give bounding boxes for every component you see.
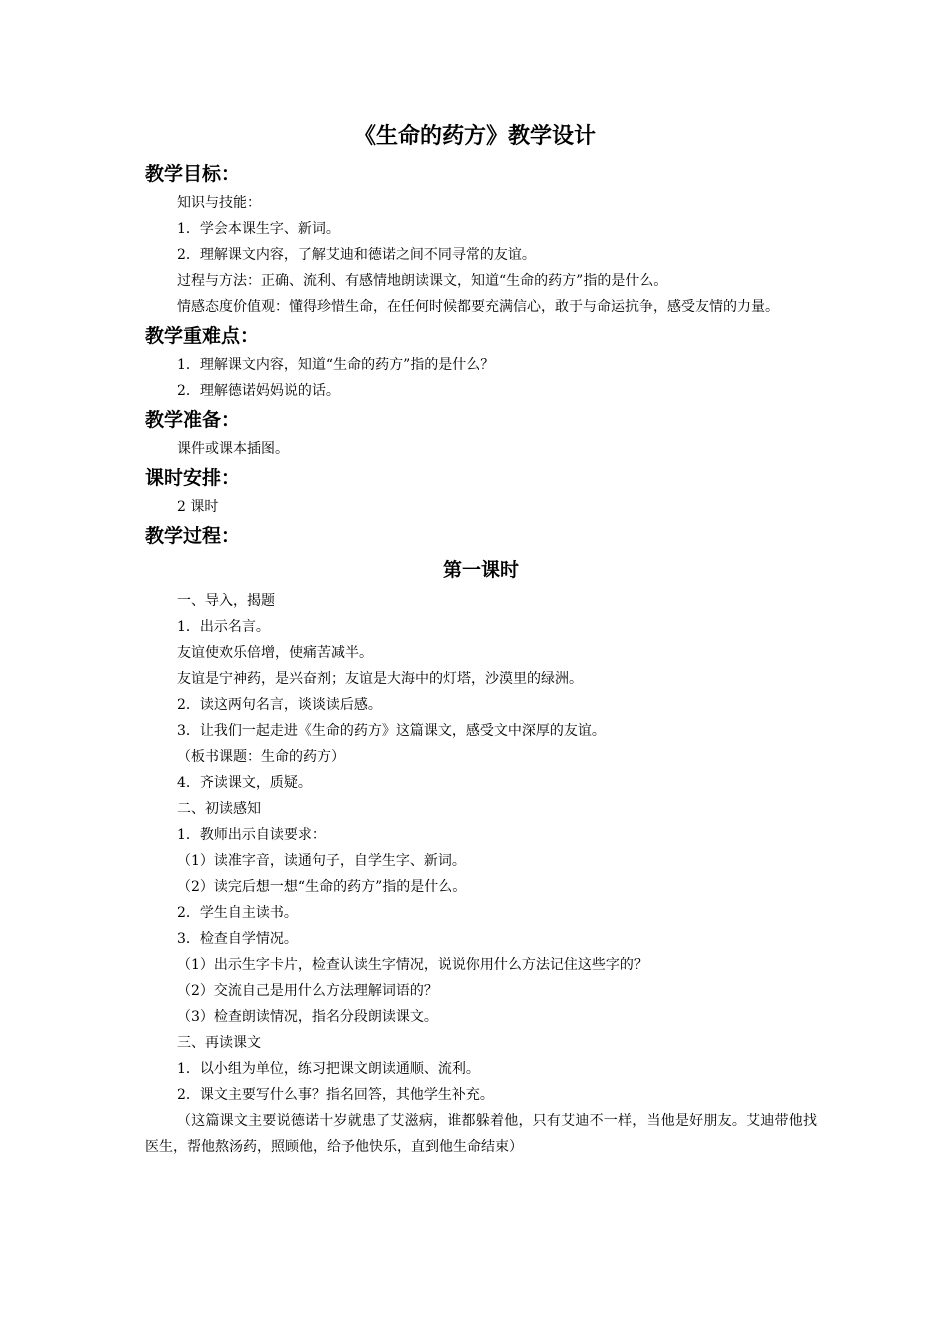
section-process bbox=[145, 520, 817, 1160]
section-preparation bbox=[145, 404, 817, 462]
process-line: 一、导入，揭题 bbox=[177, 593, 275, 609]
process-line: （2）交流自己是用什么方法理解词语的？ bbox=[177, 983, 438, 999]
process-line: 三、再读课文 bbox=[177, 1035, 261, 1051]
goals-line: 1．学会本课生字、新词。 bbox=[177, 221, 340, 237]
section-heading-schedule: 课时安排： bbox=[145, 467, 241, 489]
section-key-points bbox=[145, 320, 817, 404]
goals-line: 过程与方法：正确、流利、有感情地朗读课文，知道“生命的药方”指的是什么。 bbox=[177, 273, 668, 289]
process-line: （1）读准字音，读通句子，自学生字、新词。 bbox=[177, 853, 466, 869]
section-heading-process: 教学过程： bbox=[145, 525, 241, 547]
process-paragraph: （这篇课文主要说德诺十岁就患了艾滋病，谁都躲着他，只有艾迪不一样，当他是好朋友。艾迪带他找医生，帮他熬汤药，照顾他，给予他快乐，直到他生命结束） bbox=[145, 1113, 817, 1155]
process-line: （1）出示生字卡片，检查认读生字情况，说说你用什么方法记住这些字的？ bbox=[177, 957, 648, 973]
process-line: 4．齐读课文，质疑。 bbox=[177, 775, 312, 791]
process-line: 二、初读感知 bbox=[177, 801, 261, 817]
section-heading-key-points: 教学重难点： bbox=[145, 325, 260, 347]
process-line: 2．学生自主读书。 bbox=[177, 905, 298, 921]
process-line: 1．以小组为单位，练习把课文朗读通顺、流利。 bbox=[177, 1061, 480, 1077]
process-line: （2）读完后想一想“生命的药方”指的是什么。 bbox=[177, 879, 467, 895]
goals-line: 2．理解课文内容，了解艾迪和德诺之间不同寻常的友谊。 bbox=[177, 247, 536, 263]
process-line: （3）检查朗读情况，指名分段朗读课文。 bbox=[177, 1009, 438, 1025]
process-line: 1．教师出示自读要求： bbox=[177, 827, 326, 843]
process-line: 3．让我们一起走进《生命的药方》这篇课文，感受文中深厚的友谊。 bbox=[177, 723, 606, 739]
goals-line: 知识与技能： bbox=[177, 195, 261, 211]
process-line: （板书课题：生命的药方） bbox=[177, 749, 345, 765]
section-schedule bbox=[145, 462, 817, 520]
section-heading-preparation: 教学准备： bbox=[145, 409, 241, 431]
section-goals bbox=[145, 158, 817, 320]
process-line: 2．课文主要写什么事？指名回答，其他学生补充。 bbox=[177, 1087, 494, 1103]
process-line: 3．检查自学情况。 bbox=[177, 931, 298, 947]
document-body bbox=[145, 158, 817, 1160]
document-title: 《生命的药方》教学设计 bbox=[353, 124, 596, 149]
process-line: 2．读这两句名言，谈谈读后感。 bbox=[177, 697, 382, 713]
section-heading-goals: 教学目标： bbox=[145, 163, 241, 185]
process-line: 友谊使欢乐倍增，使痛苦减半。 bbox=[177, 645, 373, 661]
key-points-line: 1．理解课文内容，知道“生命的药方”指的是什么？ bbox=[177, 357, 495, 373]
preparation-line: 课件或课本插图。 bbox=[177, 441, 289, 457]
key-points-line: 2．理解德诺妈妈说的话。 bbox=[177, 383, 340, 399]
process-line: 1．出示名言。 bbox=[177, 619, 270, 635]
lesson-title: 第一课时 bbox=[442, 559, 519, 581]
process-line: 友谊是宁神药，是兴奋剂；友谊是大海中的灯塔，沙漠里的绿洲。 bbox=[177, 671, 583, 687]
goals-paragraph: 情感态度价值观：懂得珍惜生命，在任何时候都要充满信心，敢于与命运抗争，感受友情的力量。 bbox=[177, 299, 779, 315]
schedule-line: 2 课时 bbox=[177, 499, 219, 515]
